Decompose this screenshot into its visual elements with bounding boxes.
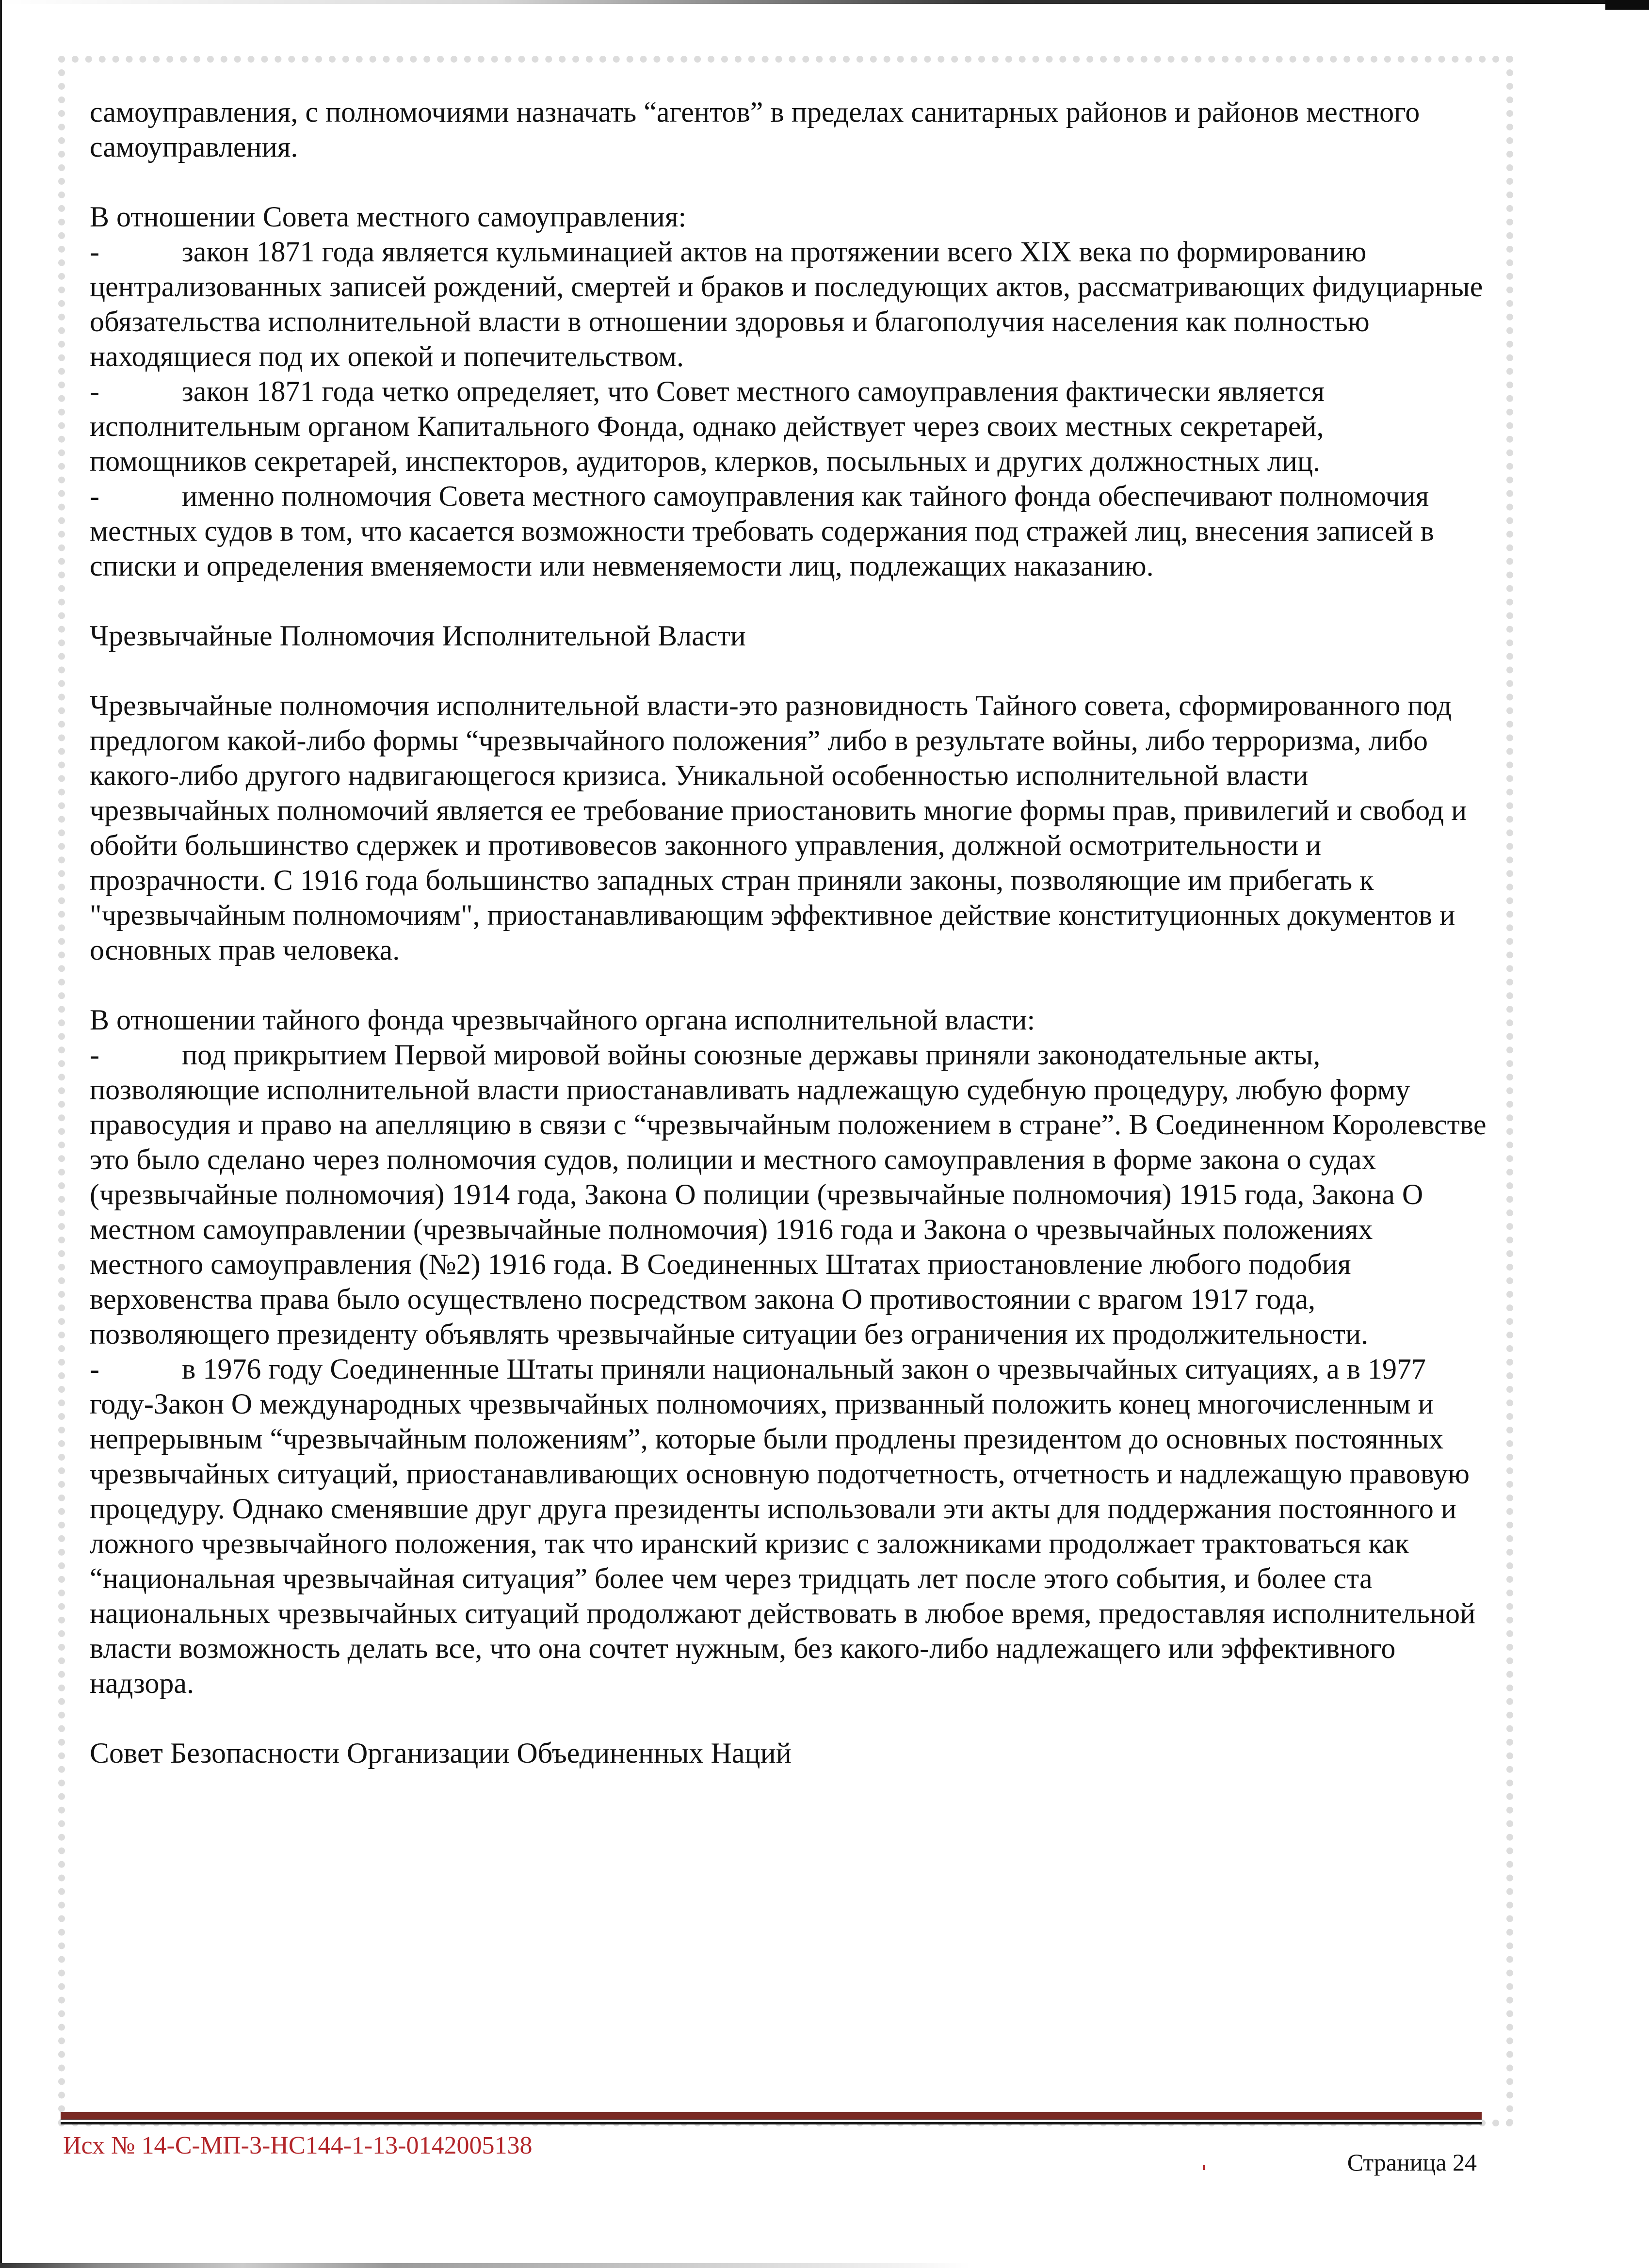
list-item-text: под прикрытием Первой мировой войны союзные державы приняли законодательные акты, позволяющие исполнительной власти приостанавливать надлежащую судебную процедуру, любую форму правосудия и право на апелляцию в связи с “чрезвычайным положением в стране”. В Соединенном Королевстве это было сделано через полномочия судов, полиции и местного самоуправления в форме закона о судах (чрезвычайные полномочия) 1914 года, Закона О полиции (чрезвычайные полномочия) 1915 года, Закона О местном самоуправлении (чрезвычайные полномочия) 1916 года и Закона о чрезвычайных положениях местного самоуправления (№2) 1916 года. В Соединенных Штатах приостановление любого подобия верховенства права было осуществлено посредством закона О противостоянии с врагом 1917 года, позволяющего президенту объявлять чрезвычайные ситуации без ограничения их продолжительности. [90, 1039, 1487, 1350]
footer-rule-thick [61, 2112, 1482, 2120]
list-item [90, 1037, 1487, 1351]
list-item [90, 234, 1487, 374]
bullet-dash: - [90, 375, 99, 407]
footer-divider [61, 2112, 1482, 2124]
list-item-text: в 1976 году Соединенные Штаты приняли национальный закон о чрезвычайных ситуациях, а в 1977 году-Закон О международных чрезвычайных полномочиях, призванный положить конец многочисленным и непрерывным “чрезвычайным положениям”, которые были продлены президентом до основных постоянных чрезвычайных ситуаций, приостанавливающих основную подотчетность, отчетность и надлежащую правовую процедуру. Однако сменявшие друг друга президенты использовали эти акты для поддержания постоянного и ложного чрезвычайного положения, так что иранский кризис с заложниками продолжает трактоваться как “национальная чрезвычайная ситуация” более чем через тридцать лет после этого события, и более ста национальных чрезвычайных ситуаций продолжают действовать в любое время, предоставляя исполнительной власти возможность делать все, что она сочтет нужным, без какого-либо надлежащего или эффективного надзора. [90, 1353, 1476, 1699]
scanner-edge-left [0, 0, 2, 2268]
bullet-dash: - [90, 1353, 99, 1385]
section-emergency-fund [90, 1002, 1487, 1701]
footer-reference-number: Исх № 14-С-МП-3-НС144-1-13-0142005138 [63, 2132, 533, 2159]
list-item [90, 479, 1487, 583]
bullet-dash: - [90, 480, 99, 512]
bullet-dash: - [90, 236, 99, 268]
section-intro: В отношении Совета местного самоуправления: [90, 201, 687, 233]
continuation-paragraph: самоуправления, с полномочиями назначать “агентов” в пределах санитарных районов и районов местного самоуправления. [90, 96, 1420, 163]
section-heading-un-security-council: Совет Безопасности Организации Объединенных Наций [90, 1737, 792, 1769]
list-item-text: закон 1871 года четко определяет, что Совет местного самоуправления фактически является исполнительным органом Капитального Фонда, однако действует через своих местных секретарей, помощников секретарей, инспекторов, аудиторов, клерков, посыльных и других должностных лиц. [90, 375, 1325, 477]
footer-rule-thin [61, 2122, 1482, 2124]
document-body [90, 95, 1487, 1805]
list-item-text: именно полномочия Совета местного самоуправления как тайного фонда обеспечивают полномочия местных судов в том, что касается возможности требовать содержания под стражей лиц, внесения записей в списки и определения вменяемости или невменяемости лиц, подлежащих наказанию. [90, 480, 1434, 582]
bullet-dash: - [90, 1039, 99, 1071]
spacer [90, 1701, 1487, 1736]
list-item [90, 1351, 1487, 1701]
section-intro: В отношении тайного фонда чрезвычайного органа исполнительной власти: [90, 1004, 1035, 1036]
list-item [90, 374, 1487, 479]
emergency-powers-paragraph: Чрезвычайные полномочия исполнительной власти-это разновидность Тайного совета, сформированного под предлогом какой-либо формы “чрезвычайного положения” либо в результате войны, либо терроризма, либо какого-либо другого надвигающегося кризиса. Уникальной особенностью исполнительной власти чрезвычайных полномочий является ее требование приостановить многие формы прав, привилегий и свобод и обойти большинство сдержек и противовесов законного управления, должной осмотрительности и прозрачности. С 1916 года большинство западных стран приняли законы, позволяющие им прибегать к "чрезвычайным полномочиям", приостанавливающим эффективное действие конституционных документов и основных прав человека. [90, 690, 1467, 966]
section-local-council [90, 199, 1487, 583]
footer-page-number: Страница 24 [1347, 2149, 1477, 2176]
scanner-edge-corner [1605, 0, 1649, 10]
scanner-edge-bottom [0, 2263, 970, 2268]
ink-mark [1203, 2165, 1205, 2170]
section-heading-emergency-powers: Чрезвычайные Полномочия Исполнительной Власти [90, 620, 746, 652]
spacer [90, 583, 1487, 618]
list-item-text: закон 1871 года является кульминацией актов на протяжении всего XIX века по формированию централизованных записей рождений, смертей и браков и последующих актов, рассматривающих фидуциарные обязательства исполнительной власти в отношении здоровья и благополучия населения как полностью находящиеся под их опекой и попечительством. [90, 236, 1483, 372]
scanner-edge-top [0, 0, 1649, 4]
